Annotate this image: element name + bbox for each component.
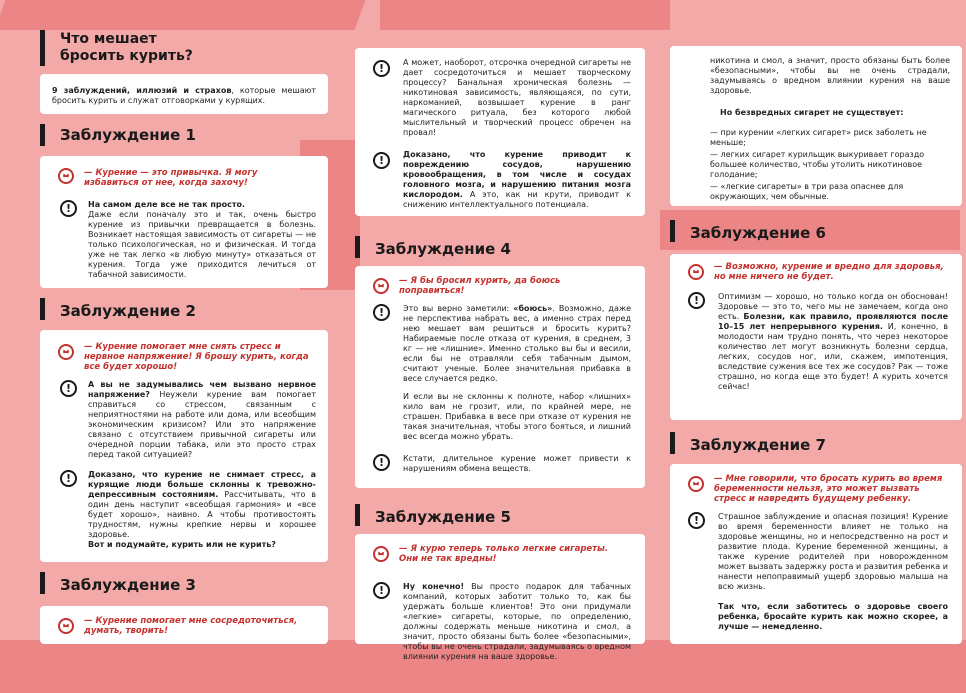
- sad-face-icon: [688, 476, 704, 492]
- myth-7-heading: Заблуждение 7: [690, 436, 826, 454]
- sad-face-icon: [688, 264, 704, 280]
- exclamation-icon: !: [60, 470, 77, 487]
- myth-5-quote: — Я курю теперь только легкие сигареты. Они не так вредны!: [399, 544, 609, 564]
- heading-bar: [670, 220, 675, 242]
- title-bar: [40, 30, 45, 66]
- myth-6-heading: Заблуждение 6: [690, 224, 826, 242]
- heading-bar: [355, 236, 360, 258]
- myth-3-heading: Заблуждение 3: [60, 576, 196, 594]
- myth-6-quote: — Возможно, курение и вредно для здоровья, но мне ничего не будет.: [714, 262, 944, 282]
- myth-2-answer-2: Доказано, что курение не снимает стресс, а курящие люди больше склонны к тревожно-депрессивным состояниям. Рассчитывать, что в один день наступит «всеобщая гармония» и «все будет хорошо», наивно. А чтобы противостоять трудностям, нужны крепкие нервы и хорошее здоровье.: [88, 470, 316, 539]
- myth-4-answer-3: Кстати, длительное курение может привести к нарушениям обмена веществ.: [403, 454, 631, 473]
- myth-1-answer: На самом деле все не так просто. Даже если поначалу это и так, очень быстро курение из привычки превращается в болезнь. Возникает настоящая зависимость от сигареты — не только психологическая, но и физическая. И тогда уже не так легко «в любую минуту» отказаться от курения. Тогда уже приходится лечиться от табачной зависимости.: [88, 200, 316, 279]
- myth-6-answer: Оптимизм — хорошо, но только когда он обоснован! Здоровье — это то, чего мы не замечаем, когда оно есть. Болезни, как правило, проявляются после 10–15 лет непрерывного курения. И, конечно, в молодости нам трудно понять, что через некоторое количество лет могут возникнуть болезни сердца, легких, сосудов ног, или, скажем, импотенция, вследствие сужения все тех же сосудов? Рак — тоже страшно, но когда еще это будет! А курить хочется сейчас!: [718, 292, 948, 391]
- exclamation-icon: !: [60, 380, 77, 397]
- myth-2-answer-3: Вот и подумайте, курить или не курить?: [88, 540, 276, 549]
- sad-face-icon: [58, 344, 74, 360]
- myth-2-card: [40, 330, 328, 562]
- myth-3-answer-2: Доказано, что курение приводит к повреждению сосудов, нарушению кровообращения, в том числе и сосудах головного мозга, и нарушению питания мозга кислородом. А это, как ни крути, приводит к снижению интеллектуального потенциала.: [403, 150, 631, 209]
- background-stripe: [380, 0, 670, 30]
- myth-7-card: [670, 464, 962, 644]
- exclamation-icon: !: [373, 304, 390, 321]
- myth-3-continued-card: [355, 48, 645, 216]
- myth-7-quote: — Мне говорили, что бросать курить во время беременности нельзя, это может вызвать стресс и навредить будущему ребенку.: [714, 474, 943, 504]
- myth-1-heading: Заблуждение 1: [60, 126, 196, 144]
- sad-face-icon: [373, 278, 389, 294]
- myth-3-card: [40, 606, 328, 644]
- myth-7-answer-2: Так что, если заботитесь о здоровье своего ребенка, бросайте курить как можно скорее, а лучше — немедленно.: [718, 602, 948, 631]
- myth-7-answer-1: Страшное заблуждение и опасная позиция! Курение во время беременности влияет не только на здоровье женщины, но и непосредственно на рост и развитие плода. Курение беременной женщины, а также курение родителей при новорожденном может вызвать задержку роста и развития ребенка и нанести непоправимый ущерб здоровью малыша на всю жизнь.: [718, 512, 948, 591]
- myth-5-bullet-3: — «легкие сигареты» в три раза опаснее для окружающих, чем обычные.: [710, 182, 904, 201]
- myth-4-heading: Заблуждение 4: [375, 240, 511, 258]
- myth-5-subheading: Но безвредных сигарет не существует:: [720, 108, 904, 117]
- background-stripe: [0, 0, 365, 30]
- myth-5-heading: Заблуждение 5: [375, 508, 511, 526]
- myth-4-answer-1: Это вы верно заметили: «боюсь». Возможно, даже не перспектива набрать вес, а именно страх перед нею мешает вам решиться и бросить курить? Набираемые после отказа от курения, в среднем, 3 кг — не «лишние». Именно столько вы бы и весили, если бы не отравляли себя табачным дымом, считают ученые. Более значительная прибавка в весе случается редко.: [403, 304, 631, 383]
- myth-5-card: [355, 534, 645, 661]
- myth-3-quote: — Курение помогает мне сосредоточиться, думать, творить!: [84, 616, 298, 636]
- exclamation-icon: !: [373, 60, 390, 77]
- sad-face-icon: [373, 546, 389, 562]
- myth-5-bullet-1: — при курении «легких сигарет» риск заболеть не меньше;: [710, 128, 927, 147]
- sad-face-icon: [58, 618, 74, 634]
- heading-bar: [670, 432, 675, 454]
- exclamation-icon: !: [373, 152, 390, 169]
- exclamation-icon: !: [688, 292, 705, 309]
- myth-1-card: [40, 156, 328, 288]
- heading-bar: [355, 504, 360, 526]
- page-title: Что мешает бросить курить?: [60, 31, 193, 64]
- myth-4-answer-2: И если вы не склонны к полноте, набор «лишних» кило вам не грозит, или, по крайней мере, не страшен. Прибавка в весе при отказе от курения не такая значительная, чтобы этого бояться, и лишний вес всегда можно убрать.: [403, 392, 631, 441]
- myth-5-answer-1: Ну конечно! Вы просто подарок для табачных компаний, которых заботит только то, как бы удержать больше клиентов! Это они придумали «легкие» сигареты, которые, по определению, должны содержать меньше никотина и смол, а значит, просто обязаны быть более «безопасными», чтобы вы не очень страдали, задумываясь о вредном влиянии курения на ваше здоровье.: [403, 582, 631, 661]
- myth-2-answer-1: А вы не задумывались чем вызвано нервное напряжение? Неужели курение вам помогает справиться со стрессом, связанным с неприятностями на работе или дома, или всеобщим экономическим кризисом? Или это напряжение связано с отсутствием привычной сигареты или очередной порции табака, или это просто страх перед такой ситуацией?: [88, 380, 316, 459]
- myth-1-quote: — Курение — это привычка. Я могу избавиться от нее, когда захочу!: [84, 168, 258, 188]
- exclamation-icon: !: [373, 454, 390, 471]
- exclamation-icon: !: [373, 582, 390, 599]
- myth-5-bullet-2: — легких сигарет курильщик выкуривает гораздо большее количество, чтобы утолить никотиновое голодание;: [710, 150, 925, 179]
- intro-card: [40, 74, 328, 114]
- myth-2-quote: — Курение помогает мне снять стресс и нервное напряжение! Я брошу курить, когда все будет хорошо!: [84, 342, 309, 372]
- exclamation-icon: !: [60, 200, 77, 217]
- sad-face-icon: [58, 168, 74, 184]
- myth-4-quote: — Я бы бросил курить, да боюсь поправиться!: [399, 276, 561, 296]
- myth-5-continuation: никотина и смол, а значит, просто обязаны быть более «безопасными», чтобы вы не очень страдали, задумываясь о вредном влиянии курения на ваше здоровье.: [710, 56, 950, 95]
- myth-6-card: [670, 254, 962, 420]
- heading-bar: [40, 124, 45, 146]
- myth-4-card: [355, 266, 645, 488]
- heading-bar: [40, 572, 45, 594]
- myth-5-continued-card: [670, 46, 962, 206]
- myth-2-heading: Заблуждение 2: [60, 302, 196, 320]
- heading-bar: [40, 298, 45, 320]
- exclamation-icon: !: [688, 512, 705, 529]
- myth-3-answer-1: А может, наоборот, отсрочка очередной сигареты не дает сосредоточиться и мешает творческому процессу? Банальная хроническая болезнь — никотиновая зависимость, являющаяся, по сути, наркоманией, возвышает курение в ранг магического ритуала, без которого любой мыслительный и творческий процесс обречен на провал!: [403, 58, 631, 137]
- intro-text: 9 заблуждений, иллюзий и страхов, которые мешают бросить курить и служат отговорками у курящих.: [52, 86, 316, 105]
